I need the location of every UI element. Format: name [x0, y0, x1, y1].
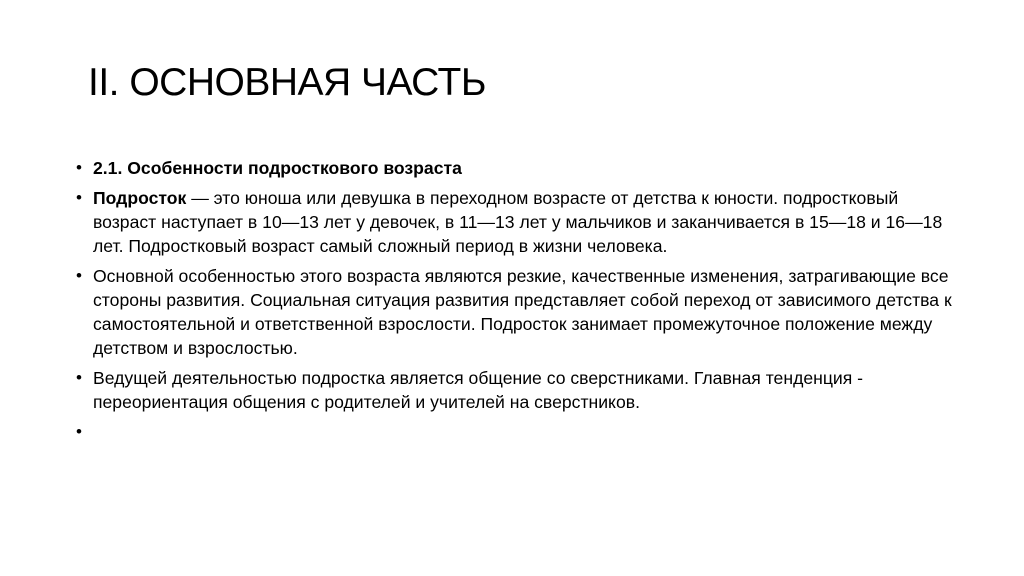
bullet-item-definition: [76, 186, 966, 258]
bullet-list: [76, 156, 966, 450]
bullet-bold-text: Подросток: [93, 188, 187, 208]
bullet-item-features: [76, 264, 966, 360]
bullet-item-section-heading: [76, 156, 966, 180]
bullet-dot-icon: •: [76, 266, 82, 285]
bullet-dot-icon: •: [76, 422, 82, 441]
bullet-text: [93, 420, 966, 444]
bullet-dot-icon: •: [76, 158, 82, 177]
bullet-body-text: Ведущей деятельностью подростка является общение со сверстниками. Главная тенденция - переориентация общения с родителей и учителей на сверстников.: [93, 368, 864, 412]
bullet-text: [93, 264, 966, 360]
slide-title: II. ОСНОВНАЯ ЧАСТЬ: [88, 61, 486, 104]
bullet-text: [93, 186, 966, 258]
bullet-dot-icon: •: [76, 368, 82, 387]
bullet-text: [93, 366, 966, 414]
bullet-dot-icon: •: [76, 188, 82, 207]
bullet-item-leading-activity: [76, 366, 966, 414]
bullet-body-text: — это юноша или девушка в переходном возрасте от детства к юности. подростковый возраст наступает в 10—13 лет у девочек, в 11—13 лет у мальчиков и заканчивается в 15—18 и 16—18 лет. Подростковый возраст самый сложный период в жизни человека.: [93, 188, 943, 256]
bullet-bold-text: 2.1. Особенности подросткового возраста: [93, 158, 462, 178]
bullet-text: [93, 156, 966, 180]
bullet-body-text: Основной особенностью этого возраста являются резкие, качественные изменения, затрагивающие все стороны развития. Социальная ситуация развития представляет собой переход от зависимого детства к самостоятельной и ответственной взрослости. Подросток занимает промежуточное положение между детством и взрослостью.: [93, 266, 952, 358]
bullet-item-empty: [76, 420, 966, 444]
